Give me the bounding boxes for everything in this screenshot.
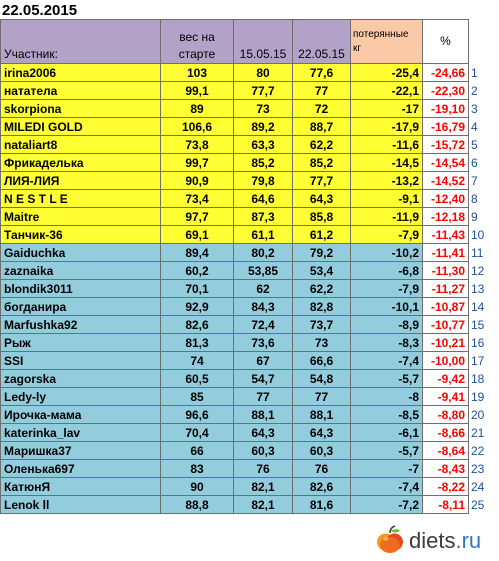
start-weight: 89,4 — [161, 244, 234, 262]
rank-number: 8 — [469, 190, 497, 208]
table-row — [1, 280, 497, 298]
weight-date2: 62,2 — [293, 136, 351, 154]
lost-kg: -7,9 — [351, 280, 423, 298]
start-weight: 97,7 — [161, 208, 234, 226]
percent-lost: -16,79 — [423, 118, 469, 136]
weight-date2: 76 — [293, 460, 351, 478]
participant-name: Оленька697 — [1, 460, 161, 478]
percent-lost: -12,18 — [423, 208, 469, 226]
weight-date1: 63,3 — [234, 136, 293, 154]
rank-number: 1 — [469, 64, 497, 82]
lost-kg: -14,5 — [351, 154, 423, 172]
participant-name: Маришка37 — [1, 442, 161, 460]
percent-lost: -12,40 — [423, 190, 469, 208]
lost-kg: -7 — [351, 460, 423, 478]
weight-date1: 72,4 — [234, 316, 293, 334]
table-row — [1, 406, 497, 424]
weight-date1: 82,1 — [234, 496, 293, 514]
rank-number: 17 — [469, 352, 497, 370]
percent-lost: -11,27 — [423, 280, 469, 298]
lost-kg: -7,2 — [351, 496, 423, 514]
weight-date1: 61,1 — [234, 226, 293, 244]
rank-number: 10 — [469, 226, 497, 244]
weight-date1: 89,2 — [234, 118, 293, 136]
rank-number: 11 — [469, 244, 497, 262]
percent-lost: -9,41 — [423, 388, 469, 406]
table-row — [1, 316, 497, 334]
rank-number: 3 — [469, 100, 497, 118]
weight-date2: 73,7 — [293, 316, 351, 334]
rank-number: 4 — [469, 118, 497, 136]
weight-date2: 81,6 — [293, 496, 351, 514]
start-weight: 82,6 — [161, 316, 234, 334]
header-rank-empty — [469, 20, 497, 64]
weight-date2: 62,2 — [293, 280, 351, 298]
weight-date2: 82,8 — [293, 298, 351, 316]
weight-date2: 64,3 — [293, 190, 351, 208]
header-start-weight: вес на старте — [161, 20, 234, 64]
weight-date2: 53,4 — [293, 262, 351, 280]
participant-name: zagorska — [1, 370, 161, 388]
table-row — [1, 388, 497, 406]
weight-date2: 85,2 — [293, 154, 351, 172]
rank-number: 5 — [469, 136, 497, 154]
lost-kg: -7,9 — [351, 226, 423, 244]
participant-name: katerinka_lav — [1, 424, 161, 442]
rank-number: 14 — [469, 298, 497, 316]
percent-lost: -11,41 — [423, 244, 469, 262]
participant-name: blondik3011 — [1, 280, 161, 298]
weight-date1: 77,7 — [234, 82, 293, 100]
start-weight: 89 — [161, 100, 234, 118]
weight-date2: 85,8 — [293, 208, 351, 226]
weight-date1: 87,3 — [234, 208, 293, 226]
rank-number: 24 — [469, 478, 497, 496]
table-row — [1, 424, 497, 442]
lost-kg: -6,8 — [351, 262, 423, 280]
table-row — [1, 298, 497, 316]
percent-lost: -10,77 — [423, 316, 469, 334]
participant-name: Фрикаделька — [1, 154, 161, 172]
participant-name: skorpiona — [1, 100, 161, 118]
table-row — [1, 244, 497, 262]
rank-number: 25 — [469, 496, 497, 514]
weight-date1: 53,85 — [234, 262, 293, 280]
weight-date2: 77 — [293, 388, 351, 406]
participant-name: Lenok ll — [1, 496, 161, 514]
weight-date1: 64,3 — [234, 424, 293, 442]
weight-date2: 64,3 — [293, 424, 351, 442]
weight-date2: 61,2 — [293, 226, 351, 244]
percent-lost: -15,72 — [423, 136, 469, 154]
table-row — [1, 442, 497, 460]
table-row — [1, 478, 497, 496]
weight-date2: 72 — [293, 100, 351, 118]
weight-date1: 73,6 — [234, 334, 293, 352]
header-lost-kg: потерянные кг — [351, 20, 423, 64]
lost-kg: -8 — [351, 388, 423, 406]
weight-date2: 73 — [293, 334, 351, 352]
participant-name: нататела — [1, 82, 161, 100]
start-weight: 88,8 — [161, 496, 234, 514]
weight-date1: 76 — [234, 460, 293, 478]
table-row — [1, 226, 497, 244]
table-row — [1, 496, 497, 514]
weight-date1: 84,3 — [234, 298, 293, 316]
start-weight: 99,1 — [161, 82, 234, 100]
start-weight: 99,7 — [161, 154, 234, 172]
lost-kg: -11,6 — [351, 136, 423, 154]
start-weight: 60,2 — [161, 262, 234, 280]
start-weight: 70,4 — [161, 424, 234, 442]
lost-kg: -6,1 — [351, 424, 423, 442]
table-row — [1, 190, 497, 208]
weight-date1: 80 — [234, 64, 293, 82]
rank-number: 18 — [469, 370, 497, 388]
weight-date1: 54,7 — [234, 370, 293, 388]
participant-name: Marfushka92 — [1, 316, 161, 334]
header-date2: 22.05.15 — [293, 20, 351, 64]
lost-kg: -7,4 — [351, 478, 423, 496]
start-weight: 90 — [161, 478, 234, 496]
apple-icon — [375, 525, 405, 555]
table-row — [1, 64, 497, 82]
percent-lost: -24,66 — [423, 64, 469, 82]
rank-number: 12 — [469, 262, 497, 280]
percent-lost: -8,80 — [423, 406, 469, 424]
percent-lost: -8,43 — [423, 460, 469, 478]
lost-kg: -5,7 — [351, 442, 423, 460]
rank-number: 22 — [469, 442, 497, 460]
participant-name: zaznaika — [1, 262, 161, 280]
table-row — [1, 352, 497, 370]
weight-date1: 64,6 — [234, 190, 293, 208]
weight-date1: 85,2 — [234, 154, 293, 172]
weight-date1: 79,8 — [234, 172, 293, 190]
weight-date2: 54,8 — [293, 370, 351, 388]
percent-lost: -10,21 — [423, 334, 469, 352]
start-weight: 73,4 — [161, 190, 234, 208]
participant-name: богданира — [1, 298, 161, 316]
table-row — [1, 136, 497, 154]
percent-lost: -14,54 — [423, 154, 469, 172]
weight-date2: 60,3 — [293, 442, 351, 460]
percent-lost: -8,66 — [423, 424, 469, 442]
participant-name: N E S T L E — [1, 190, 161, 208]
header-row — [1, 20, 497, 64]
lost-kg: -5,7 — [351, 370, 423, 388]
lost-kg: -22,1 — [351, 82, 423, 100]
start-weight: 106,6 — [161, 118, 234, 136]
lost-kg: -11,9 — [351, 208, 423, 226]
participant-name: MILEDI GOLD — [1, 118, 161, 136]
participant-name: Рыж — [1, 334, 161, 352]
rank-number: 21 — [469, 424, 497, 442]
rank-number: 7 — [469, 172, 497, 190]
rank-number: 23 — [469, 460, 497, 478]
weight-date2: 88,7 — [293, 118, 351, 136]
participant-name: SSI — [1, 352, 161, 370]
lost-kg: -10,1 — [351, 298, 423, 316]
table-row — [1, 460, 497, 478]
start-weight: 60,5 — [161, 370, 234, 388]
table-row — [1, 208, 497, 226]
results-table — [0, 19, 497, 514]
lost-kg: -8,9 — [351, 316, 423, 334]
lost-kg: -7,4 — [351, 352, 423, 370]
participant-name: Ирочка-мама — [1, 406, 161, 424]
participant-name: nataliart8 — [1, 136, 161, 154]
table-row — [1, 172, 497, 190]
lost-kg: -9,1 — [351, 190, 423, 208]
weight-date1: 88,1 — [234, 406, 293, 424]
weight-date2: 77 — [293, 82, 351, 100]
start-weight: 96,6 — [161, 406, 234, 424]
lost-kg: -10,2 — [351, 244, 423, 262]
weight-date2: 77,6 — [293, 64, 351, 82]
start-weight: 81,3 — [161, 334, 234, 352]
start-weight: 74 — [161, 352, 234, 370]
percent-lost: -9,42 — [423, 370, 469, 388]
percent-lost: -22,30 — [423, 82, 469, 100]
start-weight: 66 — [161, 442, 234, 460]
header-date1: 15.05.15 — [234, 20, 293, 64]
participant-name: Ledy-ly — [1, 388, 161, 406]
header-percent: % — [423, 20, 469, 64]
rank-number: 6 — [469, 154, 497, 172]
percent-lost: -8,64 — [423, 442, 469, 460]
rank-number: 9 — [469, 208, 497, 226]
weight-date2: 66,6 — [293, 352, 351, 370]
rank-number: 15 — [469, 316, 497, 334]
weight-date1: 82,1 — [234, 478, 293, 496]
weight-date1: 62 — [234, 280, 293, 298]
table-row — [1, 334, 497, 352]
participant-name: Танчик-36 — [1, 226, 161, 244]
weight-date1: 77 — [234, 388, 293, 406]
lost-kg: -25,4 — [351, 64, 423, 82]
table-row — [1, 100, 497, 118]
sheet-date: 22.05.2015 — [2, 2, 78, 19]
percent-lost: -8,22 — [423, 478, 469, 496]
weight-date2: 77,7 — [293, 172, 351, 190]
header-participant: Участник: — [1, 20, 161, 64]
percent-lost: -11,43 — [423, 226, 469, 244]
lost-kg: -8,5 — [351, 406, 423, 424]
start-weight: 73,8 — [161, 136, 234, 154]
lost-kg: -17,9 — [351, 118, 423, 136]
logo-text: diets.ru — [409, 528, 482, 553]
lost-kg: -8,3 — [351, 334, 423, 352]
lost-kg: -13,2 — [351, 172, 423, 190]
percent-lost: -19,10 — [423, 100, 469, 118]
start-weight: 69,1 — [161, 226, 234, 244]
percent-lost: -11,30 — [423, 262, 469, 280]
start-weight: 92,9 — [161, 298, 234, 316]
table-row — [1, 262, 497, 280]
lost-kg: -17 — [351, 100, 423, 118]
participant-name: ЛИЯ-ЛИЯ — [1, 172, 161, 190]
rank-number: 16 — [469, 334, 497, 352]
weight-date1: 60,3 — [234, 442, 293, 460]
weight-date1: 67 — [234, 352, 293, 370]
weight-date2: 79,2 — [293, 244, 351, 262]
start-weight: 83 — [161, 460, 234, 478]
table-row — [1, 370, 497, 388]
start-weight: 103 — [161, 64, 234, 82]
participant-name: Gaiduchka — [1, 244, 161, 262]
table-row — [1, 118, 497, 136]
percent-lost: -10,87 — [423, 298, 469, 316]
start-weight: 90,9 — [161, 172, 234, 190]
start-weight: 85 — [161, 388, 234, 406]
participant-name: irina2006 — [1, 64, 161, 82]
percent-lost: -10,00 — [423, 352, 469, 370]
percent-lost: -8,11 — [423, 496, 469, 514]
weight-date2: 82,6 — [293, 478, 351, 496]
weight-date1: 80,2 — [234, 244, 293, 262]
rank-number: 13 — [469, 280, 497, 298]
weight-date2: 88,1 — [293, 406, 351, 424]
start-weight: 70,1 — [161, 280, 234, 298]
rank-number: 2 — [469, 82, 497, 100]
weight-date1: 73 — [234, 100, 293, 118]
participant-name: КатюнЯ — [1, 478, 161, 496]
rank-number: 20 — [469, 406, 497, 424]
diets-logo — [373, 522, 499, 558]
percent-lost: -14,52 — [423, 172, 469, 190]
table-row — [1, 82, 497, 100]
rank-number: 19 — [469, 388, 497, 406]
participant-name: Maitre — [1, 208, 161, 226]
table-row — [1, 154, 497, 172]
